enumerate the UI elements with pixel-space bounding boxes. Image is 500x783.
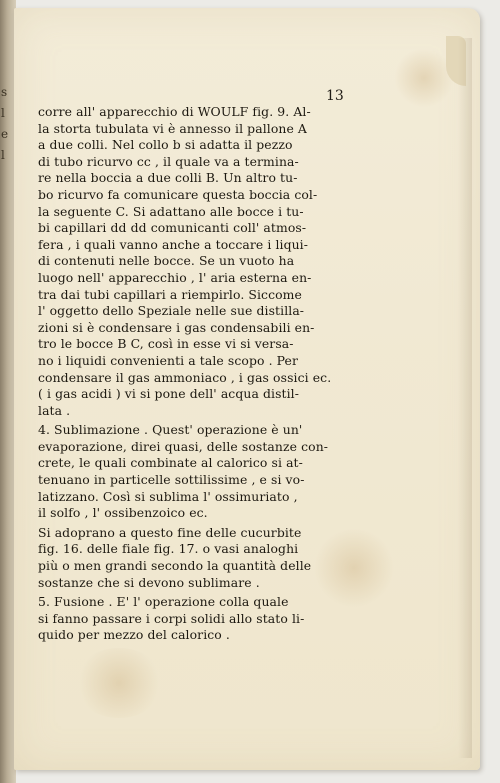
foxing-stain bbox=[74, 648, 164, 718]
text-line: latizzano. Così si sublima l' ossimuriato , bbox=[38, 488, 298, 504]
text-line: zioni si è condensare i gas condensabili en- bbox=[38, 319, 315, 335]
text-line: il solfo , l' ossibenzoico ec. bbox=[38, 505, 208, 521]
text-line: tra dai tubi capillari a riempirlo. Siccome bbox=[38, 286, 302, 302]
edge-letter: s bbox=[1, 85, 8, 99]
text-line: luogo nell' apparecchio , l' aria esterna en- bbox=[38, 269, 312, 285]
text-line: tenuano in particelle sottilissime , e si vo- bbox=[38, 472, 305, 488]
text-line: 5. Fusione . E' l' operazione colla quale bbox=[38, 594, 289, 610]
text-line: la storta tubulata vi è annesso il pallone A bbox=[38, 120, 307, 136]
edge-letter: l bbox=[1, 148, 5, 162]
text-line: 4. Sublimazione . Quest' operazione è un' bbox=[38, 422, 303, 438]
text-line: si fanno passare i corpi solidi allo stato li- bbox=[38, 610, 305, 626]
text-line: crete, le quali combinate al calorico si at- bbox=[38, 455, 303, 471]
page-number: 13 bbox=[326, 88, 344, 104]
adjacent-page-letters bbox=[1, 82, 13, 166]
text-line: bi capillari dd dd comunicanti coll' atmos- bbox=[38, 220, 307, 236]
text-line: bo ricurvo fa comunicare questa boccia col- bbox=[38, 186, 318, 202]
text-line: ( i gas acidi ) vi si pone dell' acqua distil- bbox=[38, 386, 300, 402]
text-line: re nella boccia a due colli B. Un altro tu- bbox=[38, 170, 298, 186]
text-line: l' oggetto dello Speziale nelle sue distilla- bbox=[38, 303, 305, 319]
page-edge-shadow bbox=[458, 38, 472, 758]
edge-letter: l bbox=[1, 106, 5, 120]
body-text bbox=[38, 104, 368, 644]
text-line: di contenuti nelle bocce. Se un vuoto ha bbox=[38, 253, 295, 269]
text-line: fera , i quali vanno anche a toccare i liqui- bbox=[38, 236, 309, 252]
text-line: di tubo ricurvo cc , il quale va a termina- bbox=[38, 153, 299, 169]
text-line: più o men grandi secondo la quantità delle bbox=[38, 558, 312, 574]
text-line: evaporazione, direi quasi, delle sostanze con- bbox=[38, 438, 329, 454]
text-line: tro le bocce B C, così in esse vi si versa- bbox=[38, 336, 294, 352]
text-line: corre all' apparecchio di WOULF fig. 9. Al- bbox=[38, 104, 311, 119]
text-line: lata . bbox=[38, 402, 71, 418]
text-line: a due colli. Nel collo b si adatta il pezzo bbox=[38, 137, 293, 153]
edge-letter: e bbox=[1, 127, 9, 141]
foxing-stain bbox=[394, 48, 454, 108]
text-line: no i liquidi convenienti a tale scopo . Per bbox=[38, 352, 298, 368]
text-line: fig. 16. delle fiale fig. 17. o vasi analoghi bbox=[38, 541, 299, 557]
text-line: quido per mezzo del calorico . bbox=[38, 627, 230, 643]
book-page bbox=[14, 8, 480, 770]
text-line: Si adoprano a questo fine delle cucurbite bbox=[38, 524, 302, 540]
text-line: sostanze che si devono sublimare . bbox=[38, 574, 260, 590]
text-line: condensare il gas ammoniaco , i gas ossici ec. bbox=[38, 369, 332, 385]
text-line: la seguente C. Si adattano alle bocce i tu- bbox=[38, 203, 304, 219]
